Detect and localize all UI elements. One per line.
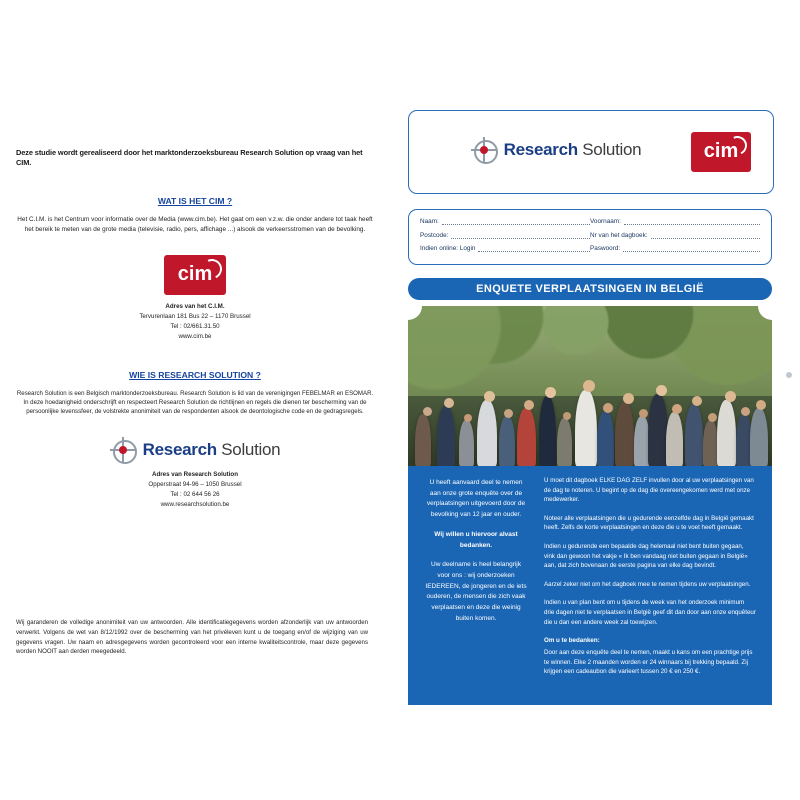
- instruction-4: Aarzel zeker niet om het dagboek mee te nemen tijdens uw verplaatsingen.: [544, 580, 751, 588]
- postcode-input[interactable]: [451, 231, 590, 239]
- participation-paragraph: Uw deelname is heel belangrijk voor ons : wij onderzoeken IEDEREEN, de jongeren en de iets ouderen, de mensen die zich vaak verplaatsen en deze die weinig buiten komen.: [425, 561, 527, 622]
- rs-address-line1: Adres van Research Solution: [152, 470, 238, 478]
- instruction-5: Indien u van plan bent om u tijdens de week van het onderzoek minimum drie dagen niet te verplaatsen in België geef dit dan door aan onze enquêteur die u dan een andere week zal toewijzen.: [544, 599, 756, 626]
- cim-address-line3: Tel : 02/661.31.50: [170, 322, 220, 330]
- login-label: Indien online: Login: [420, 245, 476, 252]
- rs-address: [16, 470, 374, 510]
- research-solution-target-icon: [110, 437, 136, 463]
- rs-logo-text: [143, 440, 281, 460]
- header-target-icon: [471, 137, 497, 163]
- dagboek-nr-label: Nr van het dagboek:: [590, 231, 648, 239]
- login-input[interactable]: [478, 244, 590, 252]
- form-row: [420, 231, 760, 239]
- privacy-footer: Wij garanderen de volledige anonimiteit van uw antwoorden. Alle identificatiegegevens worden afzonderlijk van uw antwoorden verwerkt. Volgens de wet van 8/12/1992 over de bescherming van het privéleven kunt u de toegang en/of de wijziging van uw gegevens vragen. Uw naam en adresgegevens worden gecontroleerd voor een interne kwaliteitscontrole, maar deze gegevens worden NOOIT aan derden meegedeeld.: [16, 619, 368, 656]
- survey-title-text: ENQUETE VERPLAATSINGEN IN BELGIË: [476, 283, 704, 295]
- rs-logo-light: Solution: [221, 439, 281, 459]
- left-page: [0, 0, 390, 800]
- header-rs-light: Solution: [582, 140, 642, 159]
- section-body-cim: Het C.I.M. is het Centrum voor informatie over de Media (www.cim.be). Het gaat om een v.z.w. die onder andere tot taak heeft het bereik te meten van de grote media (televisie, radio, pers, affichage ...) alsook de verkeersstromen van de bevolking.: [17, 215, 373, 233]
- dagboek-nr-input[interactable]: [651, 231, 760, 239]
- rs-address-line3: Tel : 02 644 56 26: [170, 490, 220, 498]
- instruction-2: Noteer alle verplaatsingen die u gedurende eenzelfde dag in België gemaakt heeft. Zelfs de korte verplaatsingen en deze die u te voet heeft gemaakt.: [544, 514, 754, 532]
- crowd-photo: [408, 306, 772, 466]
- page-edge-marker: [786, 372, 792, 378]
- rs-website-link[interactable]: www.researchsolution.be: [160, 500, 230, 508]
- respondent-form: [408, 209, 772, 265]
- header-rs-text: [504, 140, 642, 160]
- paswoord-input[interactable]: [623, 244, 760, 252]
- header-rs-bold: Research: [503, 140, 578, 159]
- section-title-cim: WAT IS HET CIM ?: [157, 195, 233, 206]
- section-body-rs: Research Solution is een Belgisch marktonderzoeksbureau. Research Solution is lid van de verenigingen FEBELMAR en ESOMAR. In deze hoedanigheid onderschrijft en respecteert Research Solution de richtlijnen en regels die dienen ter bescherming van de persoonlijke levenssfeer, de volstrekte anonimiteit van de respondenten alsook de deontologische code en de gedragsregels.: [16, 389, 374, 416]
- form-row: [420, 244, 760, 252]
- cim-logo-text: cim: [177, 262, 213, 285]
- crowd-figures: [408, 357, 772, 466]
- instructions-left-column: [424, 478, 528, 625]
- naam-input[interactable]: [442, 217, 590, 225]
- form-row: [420, 217, 760, 225]
- rs-logo-bold: Research: [142, 439, 217, 459]
- lead-paragraph: Deze studie wordt gerealiseerd door het marktonderzoeksbureau Research Solution op vraag van het CIM.: [16, 148, 363, 167]
- header-card: [408, 110, 774, 194]
- right-page: [404, 110, 784, 705]
- header-cim-text: cim: [703, 140, 739, 162]
- instructions-right-column: [544, 476, 756, 686]
- reward-heading: Om u te bedanken:: [544, 637, 600, 645]
- thanks-paragraph: Wij willen u hiervoor alvast bedanken.: [434, 530, 518, 549]
- voornaam-label: Voornaam:: [590, 218, 621, 225]
- header-cim-logo: [691, 132, 751, 172]
- cim-address-line1: Adres van het C.I.M.: [165, 302, 225, 310]
- cim-logo: [16, 255, 374, 295]
- paswoord-label: Paswoord:: [590, 245, 621, 252]
- intro-paragraph: U heeft aanvaard deel te nemen aan onze grote enquête over de verplaatsingen uitgevoerd door de bevolking van 12 jaar en ouder.: [426, 479, 526, 519]
- naam-label: Naam:: [420, 218, 439, 225]
- reward-text: Door aan deze enquête deel te nemen, maakt u kans om een prachtige prijs te winnen. Elke 2 maanden worden er 24 winnaars bij trekking bepaald. Zij krijgen een cadeaubon die varieert tussen 20 € en 250 €.: [544, 648, 753, 676]
- voornaam-input[interactable]: [624, 217, 760, 225]
- instruction-3: Indien u gedurende een bepaalde dag helemaal niet bent buiten gegaan, vink dan gewoon het vakje « Ik ben vandaag niet buiten gegaan in België» aan, dat zich bovenaan de eerste pagina van elke dag bevindt.: [544, 543, 748, 570]
- survey-title-banner: [408, 278, 772, 300]
- section-title-rs: WIE IS RESEARCH SOLUTION ?: [129, 369, 261, 380]
- postcode-label: Postcode:: [420, 231, 449, 239]
- rs-address-line2: Opperstraat 94-96 – 1050 Brussel: [148, 480, 242, 488]
- cim-address-line2: Tervurenlaan 181 Bus 22 – 1170 Brussel: [139, 312, 251, 320]
- instructions-panel: [408, 466, 772, 705]
- cim-website-link[interactable]: www.cim.be: [178, 332, 212, 340]
- cim-address: [16, 302, 374, 342]
- research-solution-logo: [16, 437, 374, 463]
- instruction-1: U moet dit dagboek ELKE DAG ZELF invullen door al uw verplaatsingen van de dag te noteren. U begint op de dag die overeengekomen werd met onze medewerker.: [544, 477, 754, 504]
